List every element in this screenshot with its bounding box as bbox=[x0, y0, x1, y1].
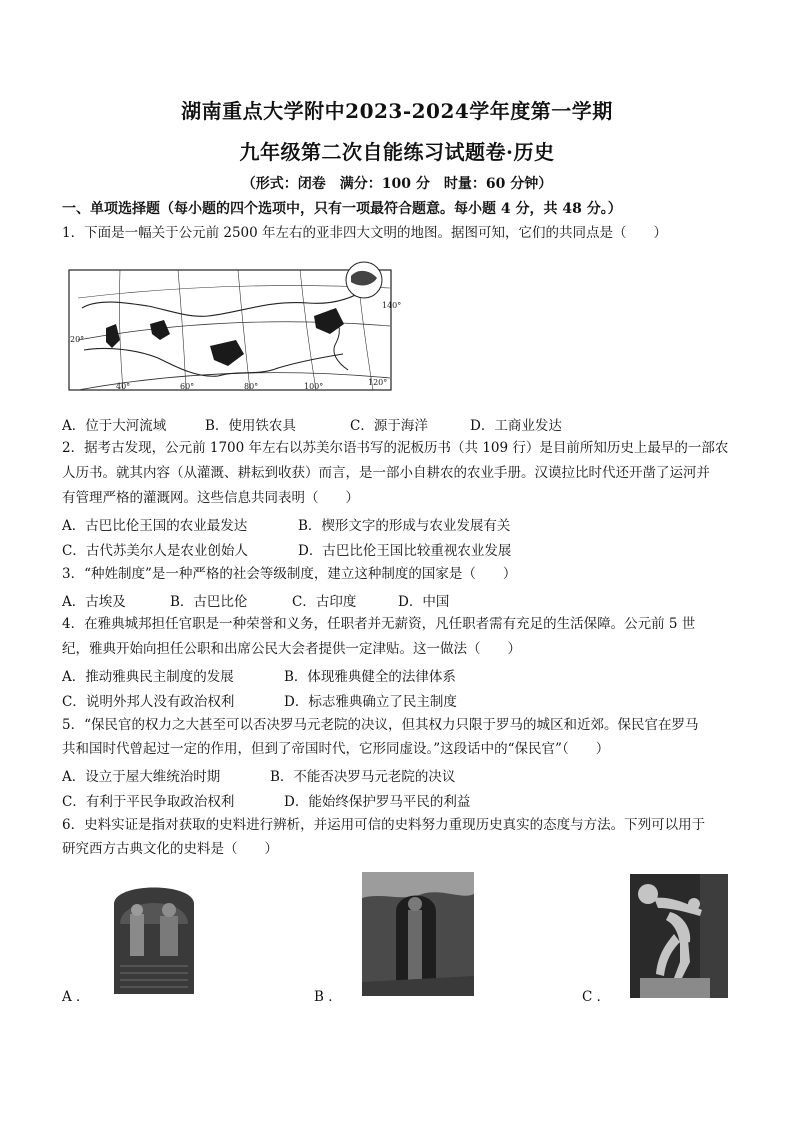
question-5-stem-line1: 5．“保民官的权力之大甚至可以否决罗马元老院的决议，但其权力只限于罗马的城区和近郊。保民官在罗马 bbox=[62, 717, 699, 733]
question-6-stem-line1: 6．史料实证是指对获取的史料进行辨析，并运用可信的史料努力重现历史真实的态度与方法。下列可以用于 bbox=[62, 817, 706, 833]
q4-option-b[interactable]: B．体现雅典健全的法律体系 bbox=[284, 669, 456, 685]
cliff-buddha-photo[interactable] bbox=[362, 872, 474, 996]
map-label-20: 20° bbox=[70, 335, 85, 344]
map-label-40: 40° bbox=[116, 382, 131, 391]
question-4-stem-line1: 4．在雅典城邦担任官职是一种荣誉和义务，任职者并无薪资，凡任职者需有充足的生活保障。公元前 5 世 bbox=[62, 616, 696, 632]
q1-option-a[interactable]: A．位于大河流域 bbox=[62, 418, 167, 434]
q5-option-b[interactable]: B．不能否决罗马元老院的决议 bbox=[270, 769, 456, 785]
q4-option-c[interactable]: C．说明外邦人没有政治权利 bbox=[62, 694, 235, 710]
map-label-100: 100° bbox=[304, 382, 324, 391]
discus-thrower-photo[interactable] bbox=[630, 874, 728, 998]
q1-option-b[interactable]: B．使用铁农具 bbox=[205, 418, 296, 434]
q2-option-a[interactable]: A．古巴比伦王国的农业最发达 bbox=[62, 518, 248, 534]
question-5-stem-line2: 共和国时代曾起过一定的作用，但到了帝国时代，它形同虚设。”这段话中的“保民官”（ ） bbox=[62, 741, 610, 757]
q2-option-c[interactable]: C．古代苏美尔人是农业创始人 bbox=[62, 543, 248, 559]
map-label-120: 120° bbox=[368, 378, 388, 387]
q3-option-a[interactable]: A．古埃及 bbox=[62, 594, 126, 610]
question-6-stem-line2: 研究西方古典文化的史料是（ ） bbox=[62, 841, 278, 857]
question-2-stem-line3: 有管理严格的灌溉网。这些信息共同表明（ ） bbox=[62, 490, 359, 506]
map-label-140: 140° bbox=[382, 301, 402, 310]
q6-option-b[interactable]: B ． bbox=[314, 989, 342, 1005]
question-4-stem-line2: 纪，雅典开始向担任公职和出席公民大会者提供一定津贴。这一做法（ ） bbox=[62, 641, 521, 657]
stele-photo[interactable] bbox=[108, 874, 200, 994]
q6-option-a[interactable]: A ． bbox=[62, 989, 90, 1005]
q3-option-b[interactable]: B．古巴比伦 bbox=[170, 594, 248, 610]
question-2-stem-line2: 人历书。就其内容（从灌溉、耕耘到收获）而言，是一部小自耕农的农业手册。汉谟拉比时代还开凿了运河并 bbox=[62, 465, 710, 481]
q5-option-c[interactable]: C．有利于平民争取政治权利 bbox=[62, 794, 235, 810]
map-label-60: 60° bbox=[180, 382, 195, 391]
q5-option-a[interactable]: A．设立于屋大维统治时期 bbox=[62, 769, 221, 785]
q4-option-a[interactable]: A．推动雅典民主制度的发展 bbox=[62, 669, 234, 685]
exam-title-line1: 湖南重点大学附中2023-2024学年度第一学期 bbox=[181, 99, 613, 123]
question-2-stem-line1: 2．据考古发现，公元前 1700 年左右以苏美尔语书写的泥板历书（共 109 行）是目前所知历史上最早的一部农 bbox=[62, 440, 729, 456]
exam-title-line2: 九年级第二次自能练习试题卷·历史 bbox=[239, 140, 555, 164]
q5-option-d[interactable]: D．能始终保护罗马平民的利益 bbox=[284, 794, 471, 810]
ancient-civilizations-map bbox=[68, 258, 402, 392]
exam-info: （形式：闭卷 满分：100 分 时量：60 分钟） bbox=[241, 176, 553, 192]
q2-option-b[interactable]: B．楔形文字的形成与农业发展有关 bbox=[298, 518, 511, 534]
question-1-stem: 1．下面是一幅关于公元前 2500 年左右的亚非四大文明的地图。据图可知，它们的共同点是（ ） bbox=[62, 225, 668, 241]
q1-option-d[interactable]: D．工商业发达 bbox=[470, 418, 562, 434]
q4-option-d[interactable]: D．标志雅典确立了民主制度 bbox=[284, 694, 457, 710]
q6-option-c[interactable]: C ． bbox=[582, 989, 611, 1005]
q1-option-c[interactable]: C．源于海洋 bbox=[350, 418, 428, 434]
q3-option-c[interactable]: C．古印度 bbox=[292, 594, 357, 610]
section-heading: 一、单项选择题（每小题的四个选项中，只有一项最符合题意。每小题 4 分，共 48 分。） bbox=[62, 201, 622, 217]
map-label-80: 80° bbox=[244, 382, 259, 391]
q3-option-d[interactable]: D．中国 bbox=[398, 594, 450, 610]
q2-option-d[interactable]: D．古巴比伦王国比较重视农业发展 bbox=[298, 543, 512, 559]
question-3-stem: 3．“种姓制度”是一种严格的社会等级制度，建立这种制度的国家是（ ） bbox=[62, 566, 517, 582]
